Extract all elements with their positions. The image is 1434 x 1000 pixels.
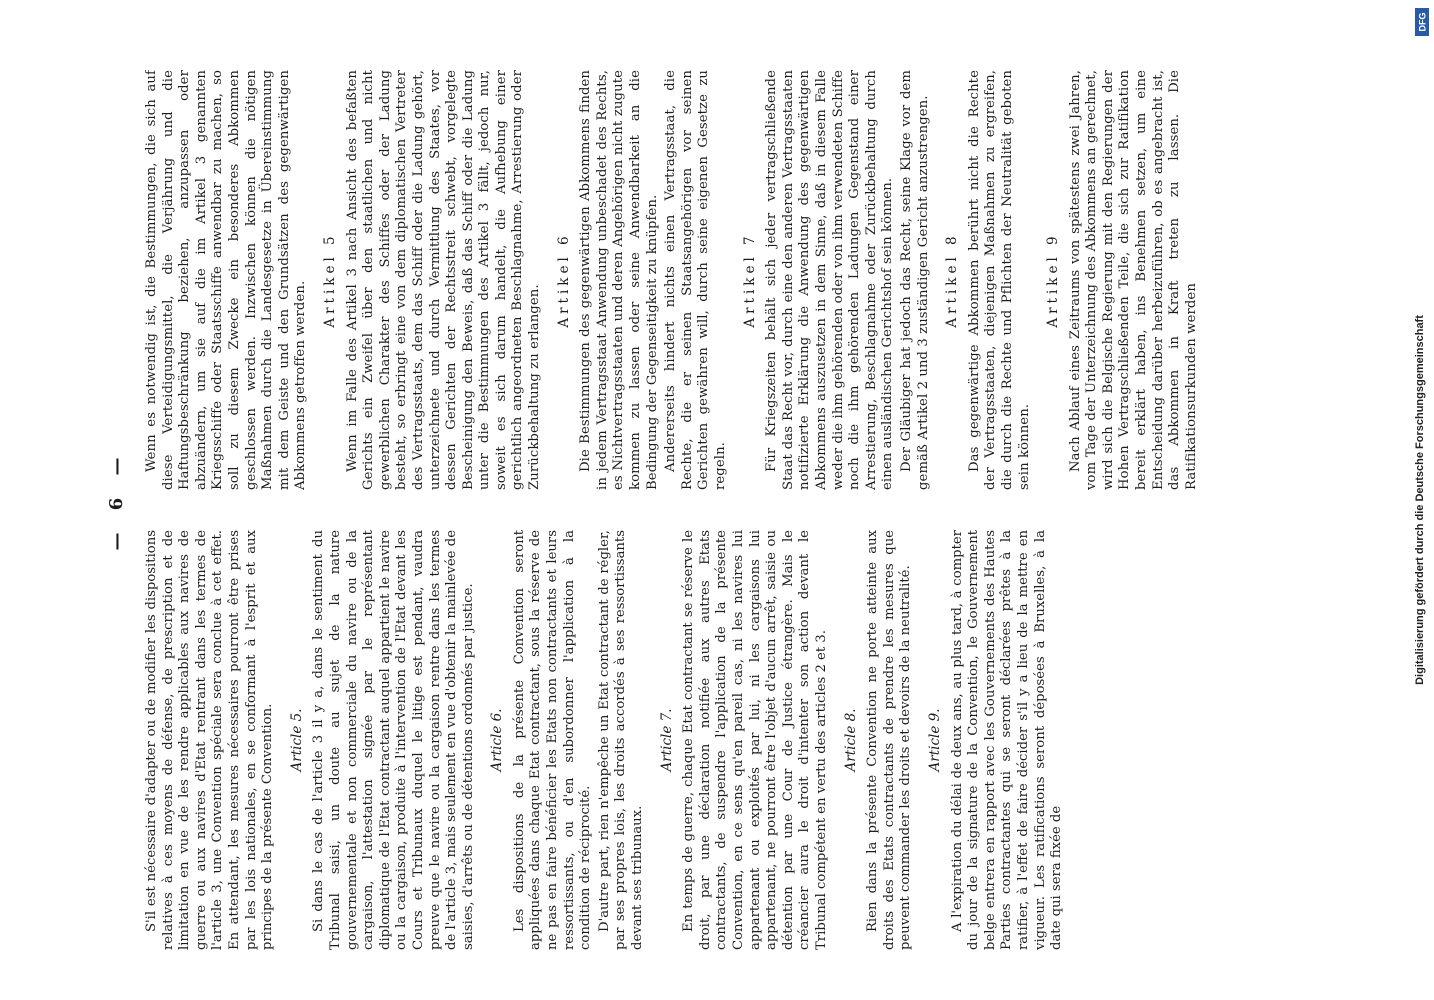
german-paragraph-artikel-8: Das gegenwärtige Abkommen berührt nicht die Rechte der Vertragsstaaten, diejenigen Maßnahmen zu ergreifen, die durch die Rechte und Pflichten der Neutralität geboten sein können. — [966, 70, 1032, 490]
german-heading-artikel-8: Artikel 8 — [944, 232, 961, 328]
french-paragraph-article-7: En temps de guerre, chaque Etat contractant se réserve le droit, par une déclaration notifiée aux autres Etats contractants, de suspendre l'application de la présente Convention, en ce sens qu'en pareil cas, ni les navires lui appartenant ou exploités par lui, ni les cargaisons lui appartenant, ne pourront être l'objet d'aucun arrêt, saisie ou détention par une Cour de Justice étrangère. Mais le créancier aura le droit d'intenter son action devant le Tribunal compétent en vertu des articles 2 et 3. — [681, 530, 829, 950]
german-paragraph-artikel-5: Wenn im Falle des Artikel 3 nach Ansicht des befaßten Gerichts ein Zweifel über den staatlichen und nicht gewerblichen Charakter des Schiffes oder der Ladung besteht, so erbringt eine von dem diplomatischen Vertreter des Vertragsstaats, dem das Schiff oder die Ladung gehört, unterzeichnete und durch Vermittlung des Staates, vor dessen Gerichten der Rechtsstreit schwebt, vorgelegte Bescheinigung den Beweis, daß das Schiff oder die Ladung unter die Bestimmungen des Artikel 3 fällt, jedoch nur, soweit es sich darum handelt, die Aufhebung einer gerichtlich angeordneten Beschlagnahme, Arrestierung oder Zurückbehaltung zu erlangen. — [344, 70, 543, 490]
digitization-credit-text: Digitalisierung gefördert durch die Deutsche Forschungsgemeinschaft — [1414, 315, 1426, 685]
french-heading-article-9: Article 9. — [926, 708, 943, 772]
german-paragraph-intro: Wenn es notwendig ist, die Bestimmungen, die sich auf diese Verteidigungsmittel, die Verjährung und die Haftungsbeschränkung beziehen, anzupassen oder abzuändern, um sie auf die im Artikel 3 genannten Kriegsschiffe oder Staatsschiffe anwendbar zu machen, so soll zu diesem Zwecke ein besonderes Abkommen geschlossen werden. Inzwischen können die nötigen Maßnahmen durch die Landesgesetze in Übereinstimmung mit dem Geiste und den Grundsätzen des gegenwärtigen Abkommens getroffen werden. — [144, 70, 309, 490]
french-paragraph-article-9: A l'expiration du délai de deux ans, au plus tard, à compter du jour de la signature de la Convention, le Gouvernement belge entrera en rapport avec les Gouvernements des Hautes Parties contractantes qui se seront déclarées prêtes à la ratifier, à l'effet de faire décider s'il y a lieu de la mettre en vigueur. Les ratifications seront déposées à Bruxelles, à la date qui sera fixée de — [949, 530, 1065, 950]
german-paragraph-artikel-7b: Der Gläubiger hat jedoch das Recht, seine Klage vor dem gemäß Artikel 2 und 3 zuständigen Gericht anzustrengen. — [898, 70, 931, 490]
rotated-document-page — [102, 50, 1272, 950]
dfg-logo-text: DFG — [1417, 12, 1427, 32]
french-heading-article-5: Article 5. — [288, 708, 305, 772]
french-heading-article-7: Article 7. — [658, 708, 675, 772]
german-heading-artikel-5: Artikel 5 — [321, 232, 338, 328]
french-paragraph-article-6a: Les dispositions de la présente Convention seront appliquées dans chaque Etat contractant, sous la réserve de ne pas en faire bénéficier les Etats non contractants et leurs ressortissants, ou d'en subordonner l'application à la condition de réciprocité. — [511, 530, 594, 950]
french-paragraph-article-5: Si dans le cas de l'article 3 il y a, dans le sentiment du Tribunal saisi, un doute au sujet de la nature gouvernementale et non commerciale du navire ou de la cargaison, l'attestation signée par le représentant diplomatique de l'Etat contractant auquel appartient le navire ou la cargaison, produite à l'intervention de l'Etat devant les Cours et Tribunaux duquel le litige est pendant, vaudra preuve que le navire ou la cargaison rentre dans les termes de l'article 3, mais seulement en vue d'obtenir la mainlevée de saisies, d'arrêts ou de détentions ordonnés par justice. — [311, 530, 476, 950]
french-text-column — [144, 530, 1252, 950]
german-heading-artikel-7: Artikel 7 — [741, 232, 758, 328]
page-number: — 6 — — [106, 449, 127, 551]
german-heading-artikel-6: Artikel 6 — [555, 232, 572, 328]
german-text-column — [144, 70, 1252, 490]
german-paragraph-artikel-7: Für Kriegszeiten behält sich jeder vertragschließende Staat das Recht vor, durch eine den anderen Vertragsstaaten notifizierte Erklärung die Anwendung des gegenwärtigen Abkommens auszusetzen in dem Sinne, daß in diesem Falle weder die ihm gehörenden oder von ihm verwendeten Schiffe noch die ihm gehörenden Ladungen Gegenstand einer Arrestierung, Beschlagnahme oder Zurückbehaltung durch einen ausländischen Gerichtshof sein können. — [764, 70, 896, 490]
french-heading-article-6: Article 6. — [489, 708, 506, 772]
french-paragraph-intro: S'il est nécessaire d'adapter ou de modifier les dispositions relatives à ces moyens de défense, de prescription et de limitation en vue de les rendre applicables aux navires de guerre ou aux navires d'Etat rentrant dans les termes de l'article 3, une Convention spéciale sera conclue à cet effet. En attendant, les mesures nécessaires pourront être prises par les lois nationales, en se conformant à l'esprit et aux principes de la présente Convention. — [144, 530, 276, 950]
french-paragraph-article-8: Rien dans la présente Convention ne porte atteinte aux droits des Etats contractants de prendre les mesures que peuvent commander les droits et devoirs de la neutralité. — [865, 530, 914, 950]
digitization-credit — [1410, 10, 1430, 990]
german-paragraph-artikel-9: Nach Ablauf eines Zeitraums von spätestens zwei Jahren, vom Tage der Unterzeichnung des Abkommens an gerechnet, wird sich die Belgische Regierung mit den Regierungen der Hohen Vertragschließenden Teile, die sich zur Ratifikation bereit erklärt haben, ins Benehmen setzen, um eine Entscheidung darüber herbeizuführen, ob es angebracht ist, das Abkommen in Kraft treten zu lassen. Die Ratifikationsurkunden werden — [1067, 70, 1199, 490]
german-paragraph-artikel-6b: Andererseits hindert nichts einen Vertragsstaat, die Rechte, die er seinen Staatsangehörigen vor seinen Gerichten gewähren will, durch seine eigenen Gesetze zu regeln. — [663, 70, 728, 490]
french-heading-article-8: Article 8. — [842, 708, 859, 772]
french-paragraph-article-6b: D'autre part, rien n'empêche un Etat contractant de régler, par ses propres lois, les droits accordés à ses ressortissants devant ses tribunaux. — [596, 530, 646, 950]
german-heading-artikel-9: Artikel 9 — [1045, 232, 1062, 328]
german-paragraph-artikel-6a: Die Bestimmungen des gegenwärtigen Abkommens finden in jedem Vertragsstaat Anwendung unbeschadet des Rechts, es Nichtvertragsstaaten und deren Angehörigen nicht zugute kommen zu lassen oder seine Anwendbarkeit an die Bedingung der Gegenseitigkeit zu knüpfen. — [578, 70, 660, 490]
